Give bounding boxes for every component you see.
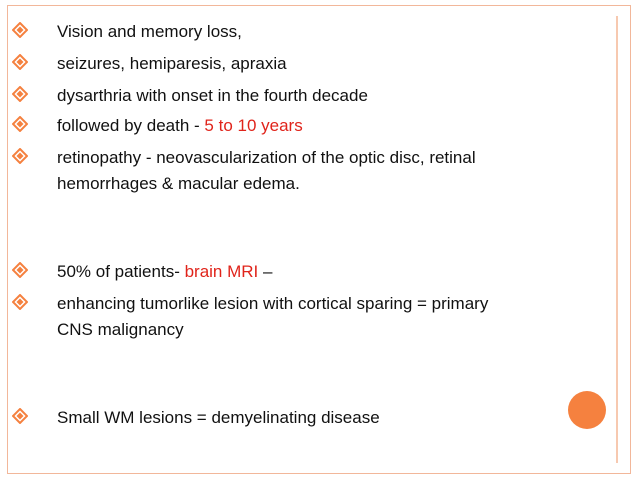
highlighted-text: 5 to 10 years xyxy=(204,116,303,135)
square-outline-bullet-icon xyxy=(12,54,28,70)
bullet-text-line: CNS malignancy xyxy=(57,320,184,339)
bullet-text-part: followed by death - xyxy=(57,116,205,135)
bullet-text-line: retinopathy - neovascularization of the optic disc, retinal xyxy=(57,148,476,167)
square-outline-bullet-icon xyxy=(12,148,28,164)
decorative-circle xyxy=(568,391,606,429)
bullet-text-line: hemorrhages & macular edema. xyxy=(57,174,300,193)
bullet-text: Vision and memory loss, xyxy=(57,22,242,41)
highlighted-text: brain MRI xyxy=(184,262,259,281)
bullet-text-part: 50% of patients- xyxy=(57,262,185,281)
bullet-text: Small WM lesions = demyelinating disease xyxy=(57,408,380,427)
bullet-text: seizures, hemiparesis, apraxia xyxy=(57,54,287,73)
bullet-text xyxy=(57,260,272,284)
square-outline-bullet-icon xyxy=(12,86,28,102)
bullet-text xyxy=(57,114,303,138)
square-outline-bullet-icon xyxy=(12,22,28,38)
square-outline-bullet-icon xyxy=(12,294,28,310)
bullet-text-part: – xyxy=(258,262,273,281)
bullet-text: dysarthria with onset in the fourth decade xyxy=(57,86,368,105)
square-outline-bullet-icon xyxy=(12,262,28,278)
square-outline-bullet-icon xyxy=(12,116,28,132)
square-outline-bullet-icon xyxy=(12,408,28,424)
bullet-text-line: enhancing tumorlike lesion with cortical sparing = primary xyxy=(57,294,489,313)
